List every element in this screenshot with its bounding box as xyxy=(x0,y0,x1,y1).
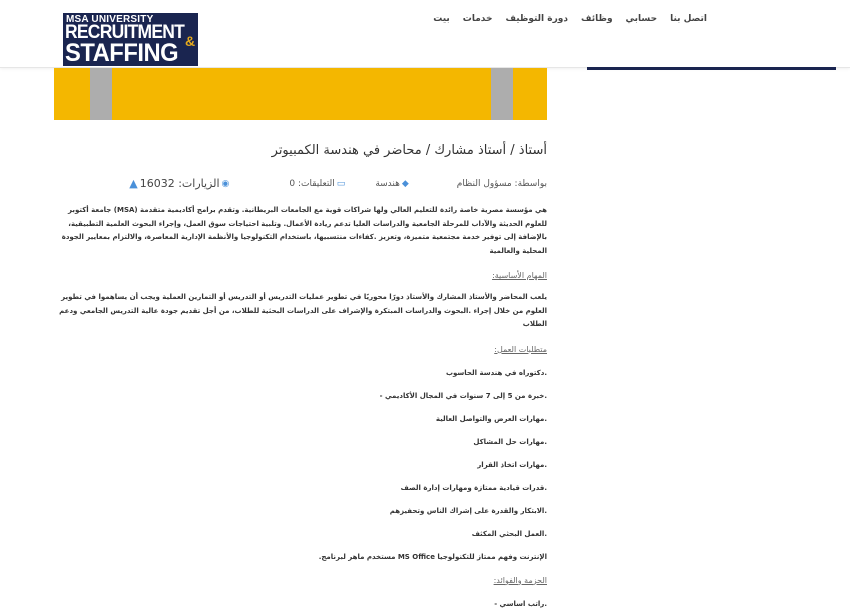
nav-item-recruitment-cycle[interactable]: دورة التوظيف xyxy=(505,14,568,24)
list-item: .خبرة من 5 إلى 7 سنوات في المجال الأكاديمي - xyxy=(379,391,547,400)
post-author[interactable] xyxy=(457,177,547,191)
main-nav xyxy=(433,14,707,24)
comments-icon: ▭ xyxy=(336,179,346,189)
list-item: الإنترنت وفهم ممتاز للتكنولوجيا MS Office مستخدم ماهر لبرنامج. xyxy=(318,552,547,561)
nav-item-account[interactable]: حسابي xyxy=(625,14,658,24)
post-comments[interactable] xyxy=(289,177,345,191)
list-item: .الابتكار والقدرة على إشراك الناس وتحفيزهم xyxy=(389,506,547,515)
list-item: .قدرات قيادية ممتازة ومهارات إدارة الصف xyxy=(400,483,547,492)
post-category[interactable] xyxy=(375,177,408,191)
tag-icon: ◆ xyxy=(401,179,409,189)
list-item: .مهارات حل المشاكل xyxy=(473,437,547,446)
banner-stripe xyxy=(491,68,513,120)
list-item: .دكتوراه في هندسة الحاسوب xyxy=(446,368,547,377)
requirements-list xyxy=(54,367,547,563)
post-meta xyxy=(54,177,547,191)
nav-item-services[interactable]: خدمات xyxy=(462,14,493,24)
post-visits xyxy=(125,177,229,191)
post-banner-image xyxy=(54,68,547,120)
list-item: .راتب اساسي - xyxy=(494,599,547,608)
sidebar-top-rule xyxy=(587,67,836,70)
post-comments-label: التعليقات: 0 xyxy=(289,179,335,189)
logo-ampersand: & xyxy=(185,33,196,49)
user-icon: ▲ xyxy=(129,177,138,190)
eye-icon: ◉ xyxy=(221,179,230,189)
nav-item-jobs[interactable]: وظائف xyxy=(580,14,613,24)
post-author-label: بواسطة: مسؤول النظام xyxy=(456,179,547,189)
site-header xyxy=(0,0,850,68)
list-item: .مهارات العرض والتواصل العالية xyxy=(435,414,547,423)
site-logo[interactable] xyxy=(63,13,198,66)
benefits-heading: الحزمة والفوائد: xyxy=(493,575,547,585)
requirements-heading: متطلبات العمل: xyxy=(494,344,547,354)
main-tasks-heading: المهام الأساسية: xyxy=(492,271,547,280)
post-intro: هي مؤسسة مصرية خاصة رائدة للتعليم العالي ولها شراكات قوية مع الجامعات البريطانية. وتقدم برامج أكاديمية متقدمة (MSA) جامعة أكتوبر للعلوم الحديثة والآداب للمرحلة الجامعية والدراسات العليا تدعم ريادة الأعمال. وتلبية احتياجات سوق العمل، وإجراء البحوث العلمية التطبيقية، بالإضافة إلى توفير خدمة مجتمعية متميزة، وتعزيز .كفاءات منتسبيها، باستخدام التكنولوجيا والأنظمة الإدارية المعاصرة، والالتزام بمعايير الجودة المحلية والعالمية xyxy=(61,206,547,255)
nav-item-home[interactable]: بيت xyxy=(433,14,450,24)
list-item: .العمل البحثي المكثف xyxy=(471,529,547,538)
logo-line-2: RECRUITMENT xyxy=(65,22,185,43)
post-category-label: هندسة xyxy=(375,179,400,189)
banner-stripe xyxy=(90,68,112,120)
logo-line-3: STAFFING xyxy=(65,39,179,67)
post-content xyxy=(54,130,547,610)
post-title: أستاذ / أستاذ مشارك / محاضر في هندسة الكمبيوتر xyxy=(271,143,547,158)
benefits-list xyxy=(54,598,547,610)
main-tasks-text: يلعب المحاضر والأستاذ المشارك والأستاذ دورًا محوريًا في تطوير عمليات التدريس أو التدريس أو التمارين العملية ويجب أن يساهموا في تطوير العلوم من خلال إجراء .البحوث والدراسات المبتكرة والإشراف على الدراسات البحثية للطلاب، من أجل تقديم جودة عالية التدريس الجامعي ودعم الطلاب xyxy=(59,293,547,328)
nav-item-contact[interactable]: اتصل بنا xyxy=(670,14,707,24)
post-visits-label: الزيارات: 16032 xyxy=(139,177,220,190)
logo-line-1: MSA UNIVERSITY xyxy=(66,14,154,25)
list-item: .مهارات اتخاذ القرار xyxy=(477,460,547,469)
